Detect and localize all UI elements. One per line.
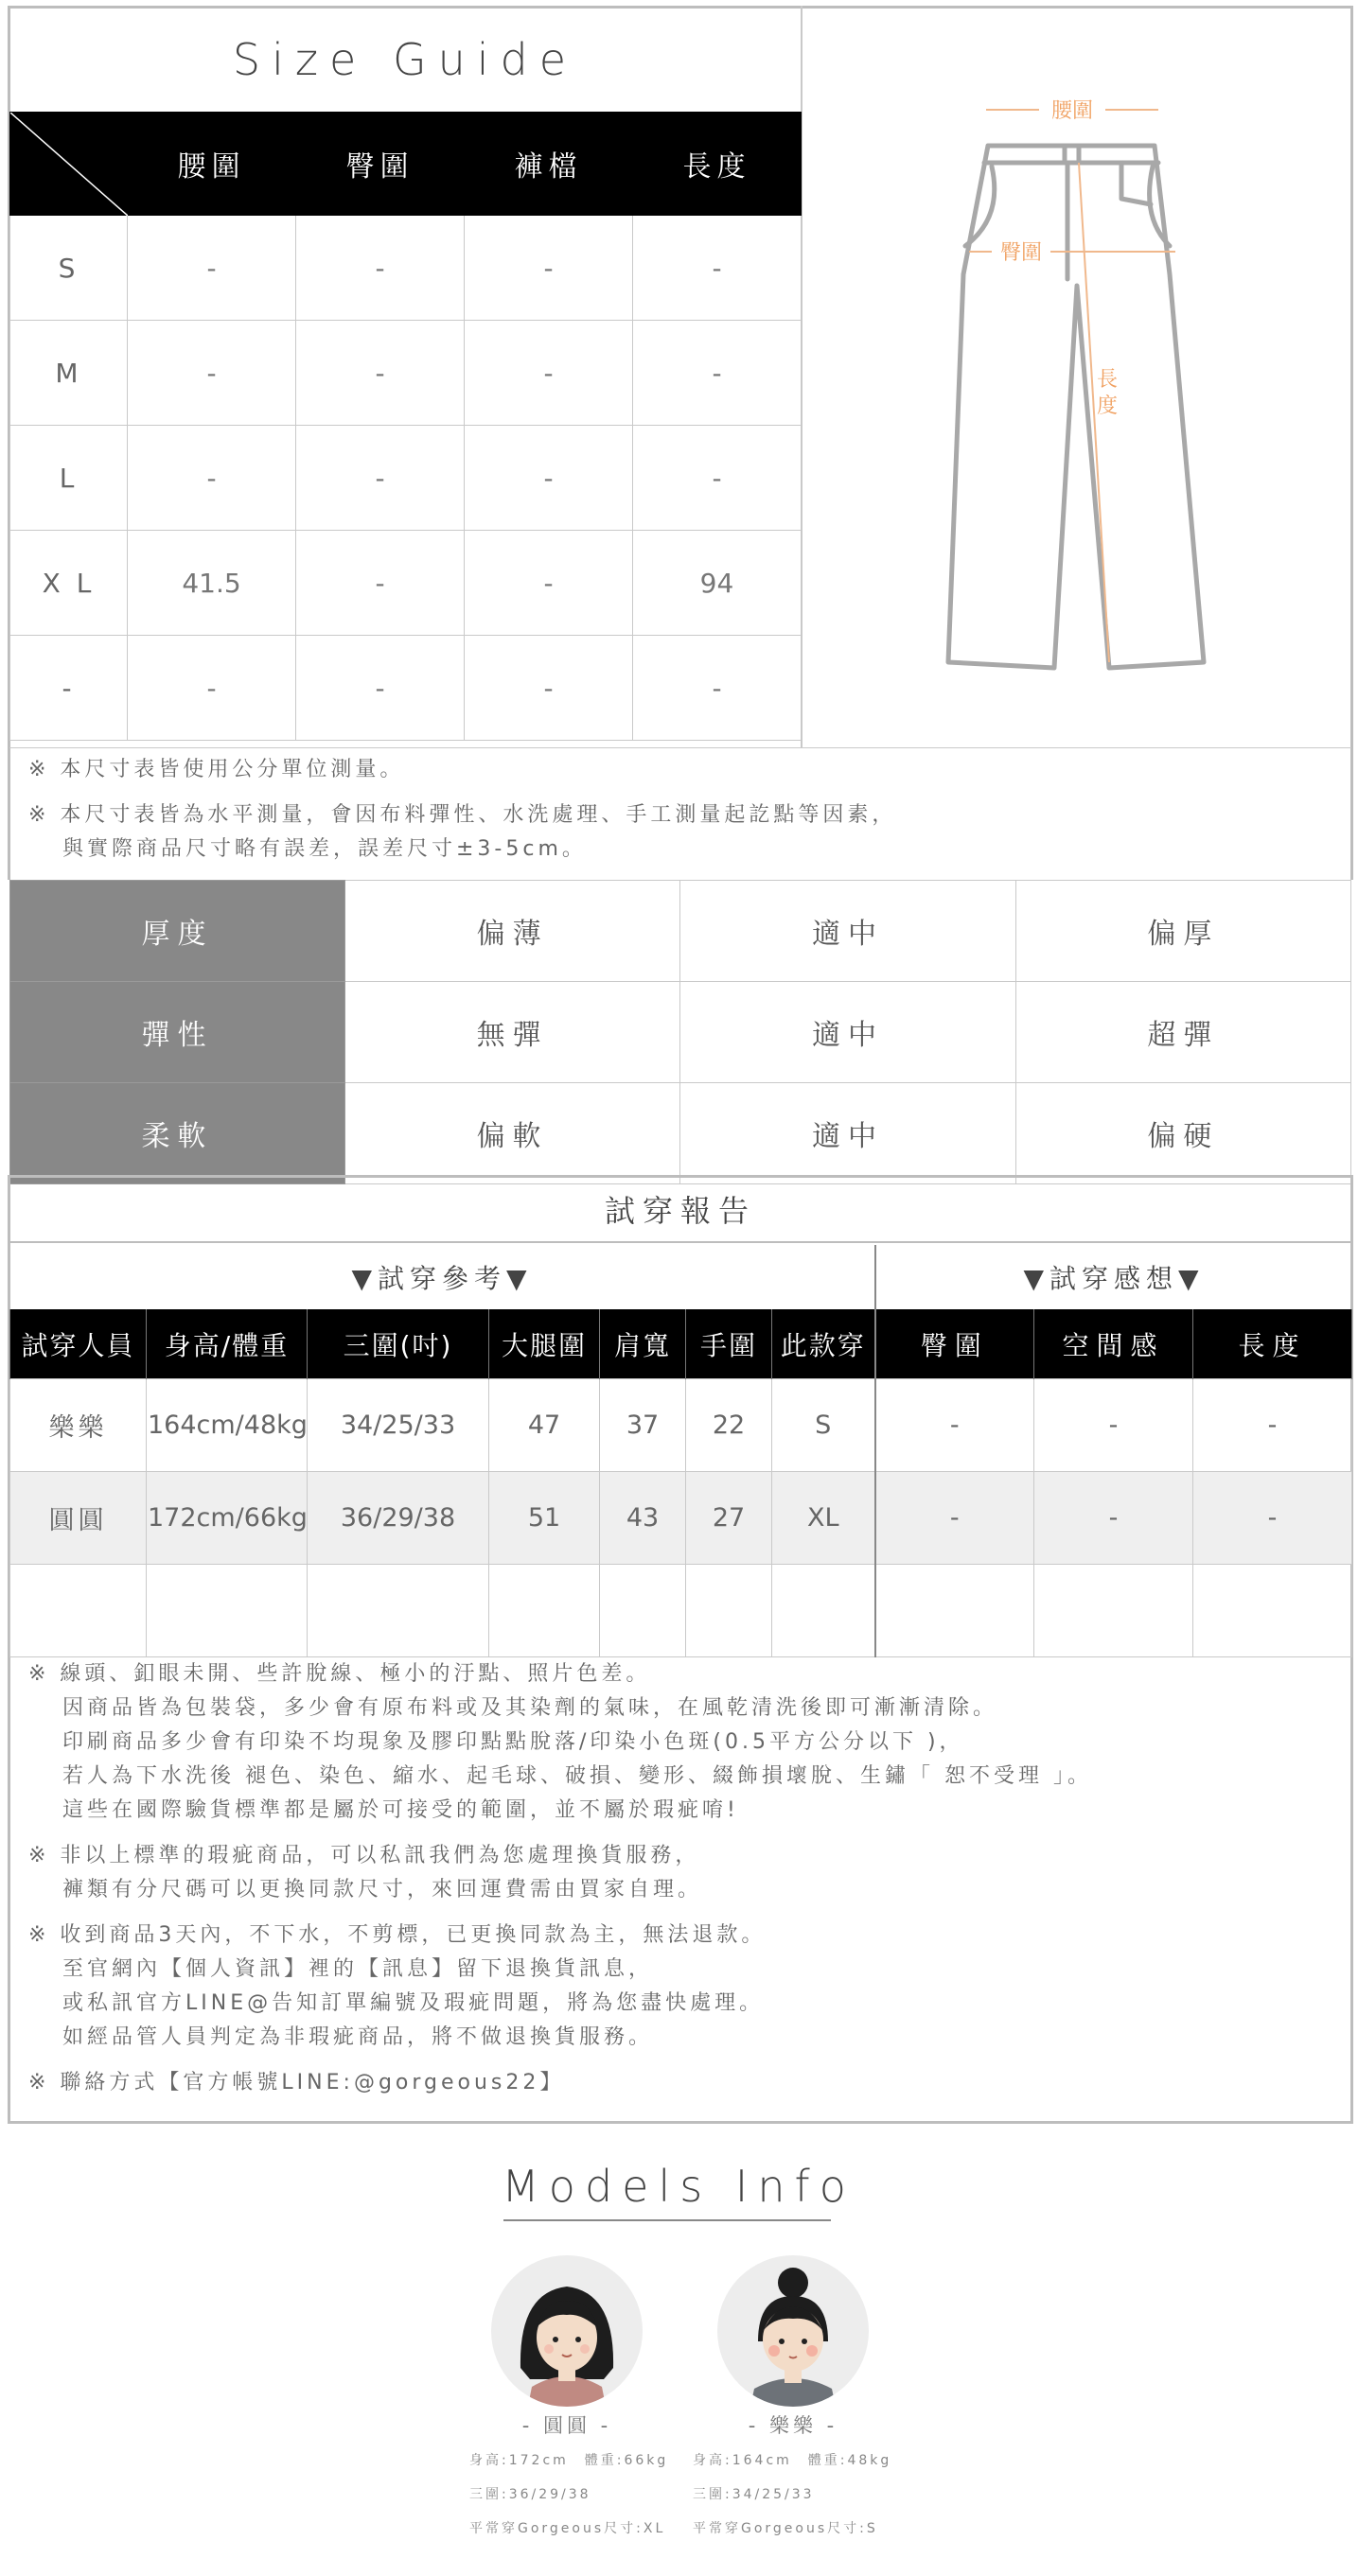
try-cell: 37 xyxy=(600,1379,686,1472)
size-cell: - xyxy=(128,426,296,531)
try-cell xyxy=(10,1565,147,1657)
size-label: X L xyxy=(10,531,128,636)
models-title: Models Info xyxy=(502,2161,855,2212)
notice-1-line: ※ 線頭、釦眼未開、些許脫線、極小的汙點、照片色差。 xyxy=(28,1662,651,1686)
try-cell xyxy=(875,1565,1034,1657)
fabric-option: 適中 xyxy=(680,982,1015,1083)
fabric-label: 厚度 xyxy=(10,881,345,982)
try-cell: 圓圓 xyxy=(10,1472,147,1565)
models-title-underline xyxy=(503,2219,831,2221)
model-avatar-yuanyuan xyxy=(490,2254,644,2408)
try-cell xyxy=(489,1565,600,1657)
fabric-option: 偏硬 xyxy=(1015,1083,1350,1184)
size-cell: - xyxy=(633,636,802,741)
size-label: S xyxy=(10,216,128,321)
size-cell: - xyxy=(296,636,465,741)
notice-3-line: 或私訊官方LINE@告知訂單編號及瑕疵問題，將為您盡快處理。 xyxy=(62,1991,765,2015)
size-label: L xyxy=(10,426,128,531)
try-cell: 164cm/48kg xyxy=(147,1379,308,1472)
notice-3-line: 如經品管人員判定為非瑕疵商品，將不做退換貨服務。 xyxy=(62,2025,654,2049)
notices xyxy=(28,1657,1092,2100)
size-notes-top-line xyxy=(9,747,1351,748)
notice-1-line: 若人為下水洗後 褪色、染色、縮水、起毛球、破損、變形、綴飾損壞脫、生鏽「 恕不受理 」。 xyxy=(62,1764,1092,1788)
try-table-header xyxy=(10,1309,1352,1379)
fabric-option: 超彈 xyxy=(1015,982,1350,1083)
fabric-option: 偏軟 xyxy=(345,1083,680,1184)
size-cell: 94 xyxy=(633,531,802,636)
model-avatar-lele xyxy=(716,2254,870,2408)
size-row-extra xyxy=(10,636,802,741)
try-cell: - xyxy=(1193,1472,1352,1565)
try-cell: 27 xyxy=(686,1472,772,1565)
try-cell: S xyxy=(772,1379,875,1472)
try-cell: 22 xyxy=(686,1379,772,1472)
try-reference-title: ▼試穿參考▼ xyxy=(351,1263,533,1294)
col-arm: 手圍 xyxy=(686,1309,772,1379)
size-cell: - xyxy=(465,426,633,531)
try-cell: 43 xyxy=(600,1472,686,1565)
col-tester: 試穿人員 xyxy=(10,1309,147,1379)
diagonal-line-icon xyxy=(10,113,128,216)
notice-2-line: 褲類有分尺碼可以更換同款尺寸，來回運費需由買家自理。 xyxy=(62,1878,703,1901)
try-report-title: 試穿報告 xyxy=(9,1177,1351,1243)
notice-3-line: ※ 收到商品3天內，不下水，不剪標，已更換同款為主，無法退款。 xyxy=(28,1923,767,1947)
col-measurements: 三圍(吋) xyxy=(308,1309,489,1379)
size-cell: - xyxy=(633,321,802,426)
col-crotch: 褲檔 xyxy=(465,113,633,216)
length-label-1: 長 xyxy=(1096,368,1119,392)
notice-3-line: 至官網內【個人資訊】裡的【訊息】留下退換貨訊息， xyxy=(62,1957,654,1981)
fabric-table xyxy=(9,880,1351,1184)
size-label: M xyxy=(10,321,128,426)
try-row-yuanyuan xyxy=(10,1472,1352,1565)
size-cell: - xyxy=(465,531,633,636)
size-row-m xyxy=(10,321,802,426)
size-cell: - xyxy=(296,531,465,636)
try-cell: 172cm/66kg xyxy=(147,1472,308,1565)
try-feeling-title: ▼試穿感想▼ xyxy=(1023,1263,1205,1294)
fabric-option: 偏厚 xyxy=(1015,881,1350,982)
size-note-3: 與實際商品尺寸略有誤差，誤差尺寸±3-5cm。 xyxy=(62,837,587,861)
size-cell: - xyxy=(296,216,465,321)
size-table xyxy=(9,112,802,741)
try-cell: 47 xyxy=(489,1379,600,1472)
try-cell: XL xyxy=(772,1472,875,1565)
col-hip-feel: 臀圍 xyxy=(875,1309,1034,1379)
try-cell xyxy=(600,1565,686,1657)
fabric-label: 彈性 xyxy=(10,982,345,1083)
model-info-yuanyuan-3: 平常穿Gorgeous尺寸:XL xyxy=(469,2521,666,2536)
size-row-s xyxy=(10,216,802,321)
col-space-feel: 空間感 xyxy=(1034,1309,1193,1379)
try-cell: 51 xyxy=(489,1472,600,1565)
fabric-option: 偏薄 xyxy=(345,881,680,982)
try-cell: 34/25/33 xyxy=(308,1379,489,1472)
model-info-lele-3: 平常穿Gorgeous尺寸:S xyxy=(693,2521,878,2536)
size-cell: - xyxy=(465,636,633,741)
size-cell: - xyxy=(633,426,802,531)
try-cell: - xyxy=(875,1472,1034,1565)
col-length: 長度 xyxy=(633,113,802,216)
col-waist: 腰圍 xyxy=(128,113,296,216)
col-thigh: 大腿圍 xyxy=(489,1309,600,1379)
size-cell: - xyxy=(465,216,633,321)
size-cell: - xyxy=(465,321,633,426)
col-size-worn: 此款穿 xyxy=(772,1309,875,1379)
size-note-1: ※ 本尺寸表皆使用公分單位測量。 xyxy=(28,758,405,781)
notice-4-line: ※ 聯絡方式【官方帳號LINE:@gorgeous22】 xyxy=(28,2071,565,2094)
model-name-lele: - 樂樂 - xyxy=(748,2414,838,2437)
size-cell: - xyxy=(633,216,802,321)
size-cell: 41.5 xyxy=(128,531,296,636)
size-row-xl xyxy=(10,531,802,636)
length-label-2: 度 xyxy=(1096,394,1119,418)
size-cell: - xyxy=(128,636,296,741)
size-label: - xyxy=(10,636,128,741)
try-cell xyxy=(308,1565,489,1657)
try-cell xyxy=(147,1565,308,1657)
size-cell: - xyxy=(296,426,465,531)
try-row-empty xyxy=(10,1565,1352,1657)
model-info-yuanyuan-2: 三圍:36/29/38 xyxy=(469,2487,591,2502)
notice-2-line: ※ 非以上標準的瑕疵商品，可以私訊我們為您處理換貨服務， xyxy=(28,1844,700,1867)
size-cell: - xyxy=(128,321,296,426)
notice-1-line: 印刷商品多少會有印染不均現象及膠印點點脫落/印染小色斑(0.5平方公分以下 )， xyxy=(62,1730,964,1754)
try-cell xyxy=(686,1565,772,1657)
size-cell: - xyxy=(128,216,296,321)
corner-cell xyxy=(10,113,128,216)
try-table xyxy=(9,1309,1352,1657)
try-cell: - xyxy=(1034,1472,1193,1565)
size-row-l xyxy=(10,426,802,531)
size-guide-title: Size Guide xyxy=(232,34,578,85)
hip-label: 臀圍 xyxy=(999,241,1043,265)
model-info-yuanyuan-1: 身高:172cm 體重:66kg xyxy=(469,2453,669,2468)
fabric-row-thickness xyxy=(10,881,1351,982)
fabric-option: 適中 xyxy=(680,881,1015,982)
try-cell: 樂樂 xyxy=(10,1379,147,1472)
fabric-row-elasticity xyxy=(10,982,1351,1083)
model-name-yuanyuan: - 圓圓 - xyxy=(521,2414,612,2437)
pants-diagram xyxy=(927,85,1230,691)
col-hip: 臀圍 xyxy=(296,113,465,216)
try-cell xyxy=(1193,1565,1352,1657)
col-height-weight: 身高/體重 xyxy=(147,1309,308,1379)
fabric-label: 柔軟 xyxy=(10,1083,345,1184)
size-note-2: ※ 本尺寸表皆為水平測量，會因布料彈性、水洗處理、手工測量起訖點等因素， xyxy=(28,803,897,827)
fabric-option: 適中 xyxy=(680,1083,1015,1184)
size-cell: - xyxy=(296,321,465,426)
col-length-feel: 長度 xyxy=(1193,1309,1352,1379)
size-table-header xyxy=(10,113,802,216)
try-row-lele xyxy=(10,1379,1352,1472)
try-cell: - xyxy=(1193,1379,1352,1472)
try-cell xyxy=(1034,1565,1193,1657)
try-cell: - xyxy=(1034,1379,1193,1472)
notice-1-line: 這些在國際驗貨標準都是屬於可接受的範圍，並不屬於瑕疵唷! xyxy=(62,1798,739,1822)
fabric-row-softness xyxy=(10,1083,1351,1184)
notice-1-line: 因商品皆為包裝袋，多少會有原布料或及其染劑的氣味，在風乾清洗後即可漸漸清除。 xyxy=(62,1696,998,1720)
try-cell: 36/29/38 xyxy=(308,1472,489,1565)
col-shoulder: 肩寬 xyxy=(600,1309,686,1379)
waist-label: 腰圍 xyxy=(1050,99,1094,123)
model-info-lele-2: 三圍:34/25/33 xyxy=(693,2487,815,2502)
model-info-lele-1: 身高:164cm 體重:48kg xyxy=(693,2453,892,2468)
fabric-option: 無彈 xyxy=(345,982,680,1083)
try-cell: - xyxy=(875,1379,1034,1472)
try-cell xyxy=(772,1565,875,1657)
